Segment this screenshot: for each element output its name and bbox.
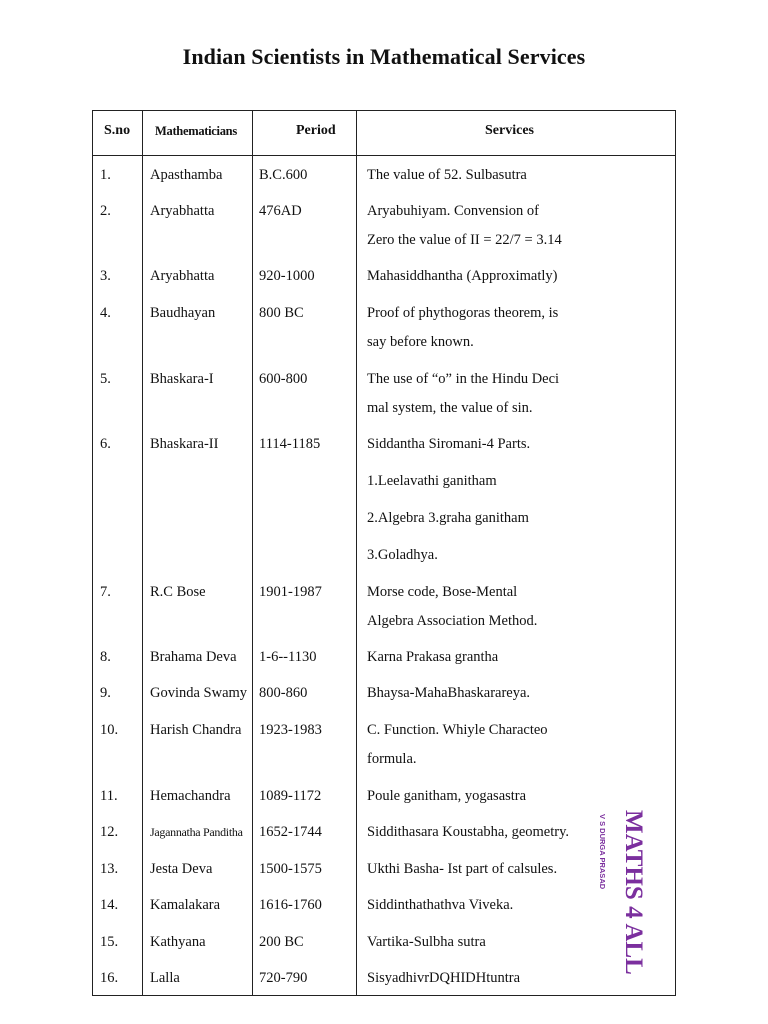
mathematician-name-cell: Bhaskara-I	[150, 371, 214, 387]
services-line: 1.Leelavathi ganitham	[367, 473, 497, 489]
header-services: Services	[485, 123, 534, 138]
serial-number-cell: 11.	[100, 788, 118, 804]
serial-number-cell: 15.	[100, 934, 119, 950]
services-line: Algebra Association Method.	[367, 613, 538, 629]
mathematician-name-cell: Aryabhatta	[150, 268, 215, 284]
period-cell: 1500-1575	[259, 861, 322, 877]
mathematician-name-cell: Kathyana	[150, 934, 206, 950]
serial-number-cell: 16.	[100, 970, 119, 986]
services-line: mal system, the value of sin.	[367, 400, 533, 416]
serial-number-cell: 9.	[100, 685, 111, 701]
mathematician-name-cell: Aryabhatta	[150, 203, 215, 219]
page-title: Indian Scientists in Mathematical Services	[182, 44, 586, 69]
services-line: Siddithasara Koustabha, geometry.	[367, 824, 570, 840]
serial-number-cell: 8.	[100, 649, 111, 665]
services-line: Proof of phythogoras theorem, is	[367, 305, 559, 321]
services-line: 2.Algebra 3.graha ganitham	[367, 510, 529, 526]
period-cell: 1616-1760	[259, 897, 322, 913]
serial-number-cell: 13.	[100, 861, 119, 877]
mathematician-name-cell: Brahama Deva	[150, 649, 237, 665]
mathematician-name-cell: Kamalakara	[150, 897, 221, 913]
period-cell: 720-790	[259, 970, 308, 986]
period-cell: 1089-1172	[259, 788, 322, 804]
mathematician-name-cell: Hemachandra	[150, 788, 231, 804]
period-cell: 200 BC	[259, 934, 304, 950]
services-line: Mahasiddhantha (Approximatly)	[367, 268, 558, 284]
period-cell: 800 BC	[259, 305, 304, 321]
header-period: Period	[296, 123, 336, 138]
services-line: SisyadhivrDQHIDHtuntra	[367, 970, 521, 986]
mathematician-name-cell: Jagannatha Panditha	[150, 825, 243, 839]
services-line: The value of 52. Sulbasutra	[367, 167, 527, 183]
header-mathematicians: Mathematicians	[155, 124, 237, 138]
period-cell: B.C.600	[259, 167, 308, 183]
period-cell: 920-1000	[259, 268, 315, 284]
column-divider	[252, 111, 253, 995]
period-cell: 1-6--1130	[259, 649, 317, 665]
services-line: Siddantha Siromani-4 Parts.	[367, 436, 531, 452]
mathematician-name-cell: Harish Chandra	[150, 722, 242, 738]
serial-number-cell: 6.	[100, 436, 111, 452]
svg-text:V S DURGA PRASAD: V S DURGA PRASAD	[598, 814, 607, 890]
period-cell: 1901-1987	[259, 584, 322, 600]
services-line: Bhaysa-MahaBhaskarareya.	[367, 685, 531, 701]
period-cell: 1923-1983	[259, 722, 322, 738]
mathematician-name-cell: Apasthamba	[150, 167, 223, 183]
period-cell: 600-800	[259, 371, 308, 387]
period-cell: 476AD	[259, 203, 302, 219]
period-cell: 800-860	[259, 685, 308, 701]
services-line: Aryabuhiyam. Convension of	[367, 203, 539, 219]
serial-number-cell: 5.	[100, 371, 111, 387]
mathematician-name-cell: Baudhayan	[150, 305, 216, 321]
services-line: Zero the value of II = 22/7 = 3.14	[367, 232, 562, 248]
services-line: 3.Goladhya.	[367, 547, 438, 563]
header-divider	[93, 155, 675, 156]
services-line: Ukthi Basha- Ist part of calsules.	[367, 861, 558, 877]
mathematician-name-cell: Jesta Deva	[150, 861, 213, 877]
svg-text:MATHS 4 ALL: MATHS 4 ALL	[620, 810, 647, 975]
maths-4-all-logo	[596, 808, 647, 975]
services-line: formula.	[367, 751, 417, 767]
mathematician-name-cell: Lalla	[150, 970, 180, 986]
period-cell: 1652-1744	[259, 824, 322, 840]
serial-number-cell: 12.	[100, 824, 119, 840]
serial-number-cell: 7.	[100, 584, 111, 600]
services-line: The use of “o” in the Hindu Deci	[367, 371, 560, 387]
period-cell: 1114-1185	[259, 436, 321, 452]
serial-number-cell: 3.	[100, 268, 111, 284]
mathematician-name-cell: Bhaskara-II	[150, 436, 219, 452]
mathematician-name-cell: R.C Bose	[150, 584, 206, 600]
services-line: Karna Prakasa grantha	[367, 649, 499, 665]
mathematician-name-cell: Govinda Swamy	[150, 685, 248, 701]
services-line: say before known.	[367, 334, 474, 350]
column-divider	[142, 111, 143, 995]
header-sno: S.no	[104, 123, 131, 138]
serial-number-cell: 1.	[100, 167, 111, 183]
serial-number-cell: 2.	[100, 203, 111, 219]
services-line: Siddinthathathva Viveka.	[367, 897, 514, 913]
services-line: C. Function. Whiyle Characteo	[367, 722, 548, 738]
mathematicians-table	[92, 110, 676, 996]
services-line: Poule ganitham, yogasastra	[367, 788, 527, 804]
serial-number-cell: 14.	[100, 897, 119, 913]
serial-number-cell: 10.	[100, 722, 119, 738]
services-line: Vartika-Sulbha sutra	[367, 934, 486, 950]
services-line: Morse code, Bose-Mental	[367, 584, 518, 600]
serial-number-cell: 4.	[100, 305, 111, 321]
column-divider	[356, 111, 357, 995]
